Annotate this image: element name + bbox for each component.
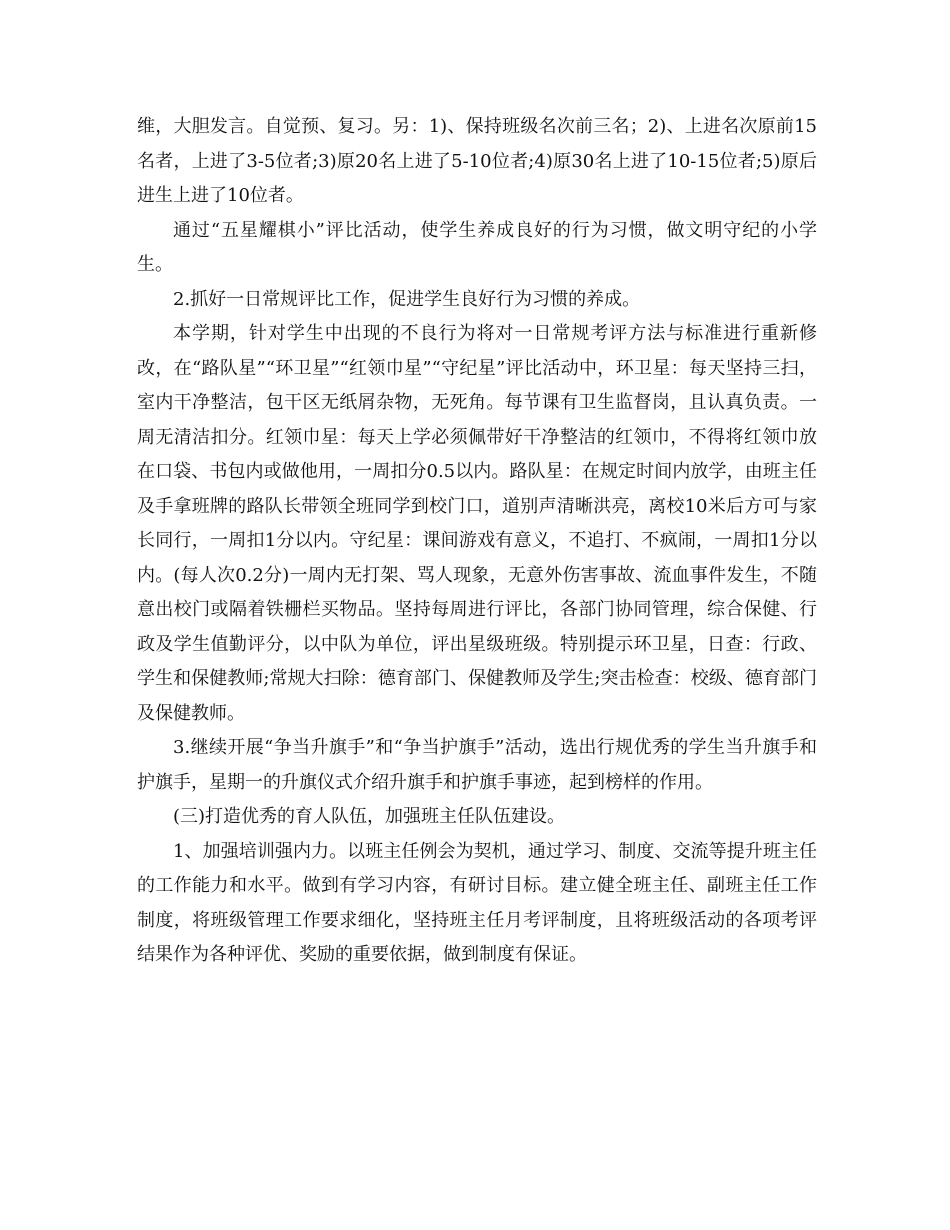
paragraph-6: (三)打造优秀的育人队伍，加强班主任队伍建设。 xyxy=(173,806,566,827)
document-body xyxy=(137,110,817,973)
paragraph-7: 1、加强培训强内力。以班主任例会为契机，通过学习、制度、交流等提升班主任的工作能力和水平。做到有学习内容，有研讨目标。建立健全班主任、副班主任工作制度，将班级管理工作要求细化，坚持班主任月考评制度，且将班级活动的各项考评结果作为各种评优、奖励的重要依据，做到制度有保证。 xyxy=(137,840,817,965)
paragraph-2: 通过“五星耀棋小”评比活动，使学生养成良好的行为习惯，做文明守纪的小学生。 xyxy=(137,219,817,275)
paragraph-4: 本学期，针对学生中出现的不良行为将对一日常规考评方法与标准进行重新修改，在“路队星”“环卫星”“红领巾星”“守纪星”评比活动中，环卫星：每天坚持三扫，室内干净整洁，包干区无纸屑杂物，无死角。每节课有卫生监督岗，且认真负责。一周无清洁扣分。红领巾星：每天上学必须佩带好干净整洁的红领巾，不得将红领巾放在口袋、书包内或做他用，一周扣分0.5以内。路队星：在规定时间内放学，由班主任及手拿班牌的路队长带领全班同学到校门口，道别声清晰洪亮，离校10米后方可与家长同行，一周扣1分以内。守纪星：课间游戏有意义，不追打、不疯闹，一周扣1分以内。(每人次0.2分)一周内无打架、骂人现象，无意外伤害事故、流血事件发生，不随意出校门或隔着铁栅栏买物品。坚持每周进行评比，各部门协同管理，综合保健、行政及学生值勤评分，以中队为单位，评出星级班级。特别提示环卫星，日查：行政、学生和保健教师;常规大扫除：德育部门、保健教师及学生;突击检查：校级、德育部门及保健教师。 xyxy=(137,323,817,724)
paragraph-1: 维，大胆发言。自觉预、复习。另：1)、保持班级名次前三名；2)、上进名次原前15名者，上进了3-5位者;3)原20名上进了5-10位者;4)原30名上进了10-15位者;5)原后进生上进了10位者。 xyxy=(137,116,817,206)
paragraph-5: 3.继续开展“争当升旗手”和“争当护旗手”活动，选出行规优秀的学生当升旗手和护旗手，星期一的升旗仪式介绍升旗手和护旗手事迹，起到榜样的作用。 xyxy=(137,737,817,793)
paragraph-3: 2.抓好一日常规评比工作，促进学生良好行为习惯的养成。 xyxy=(173,288,641,310)
